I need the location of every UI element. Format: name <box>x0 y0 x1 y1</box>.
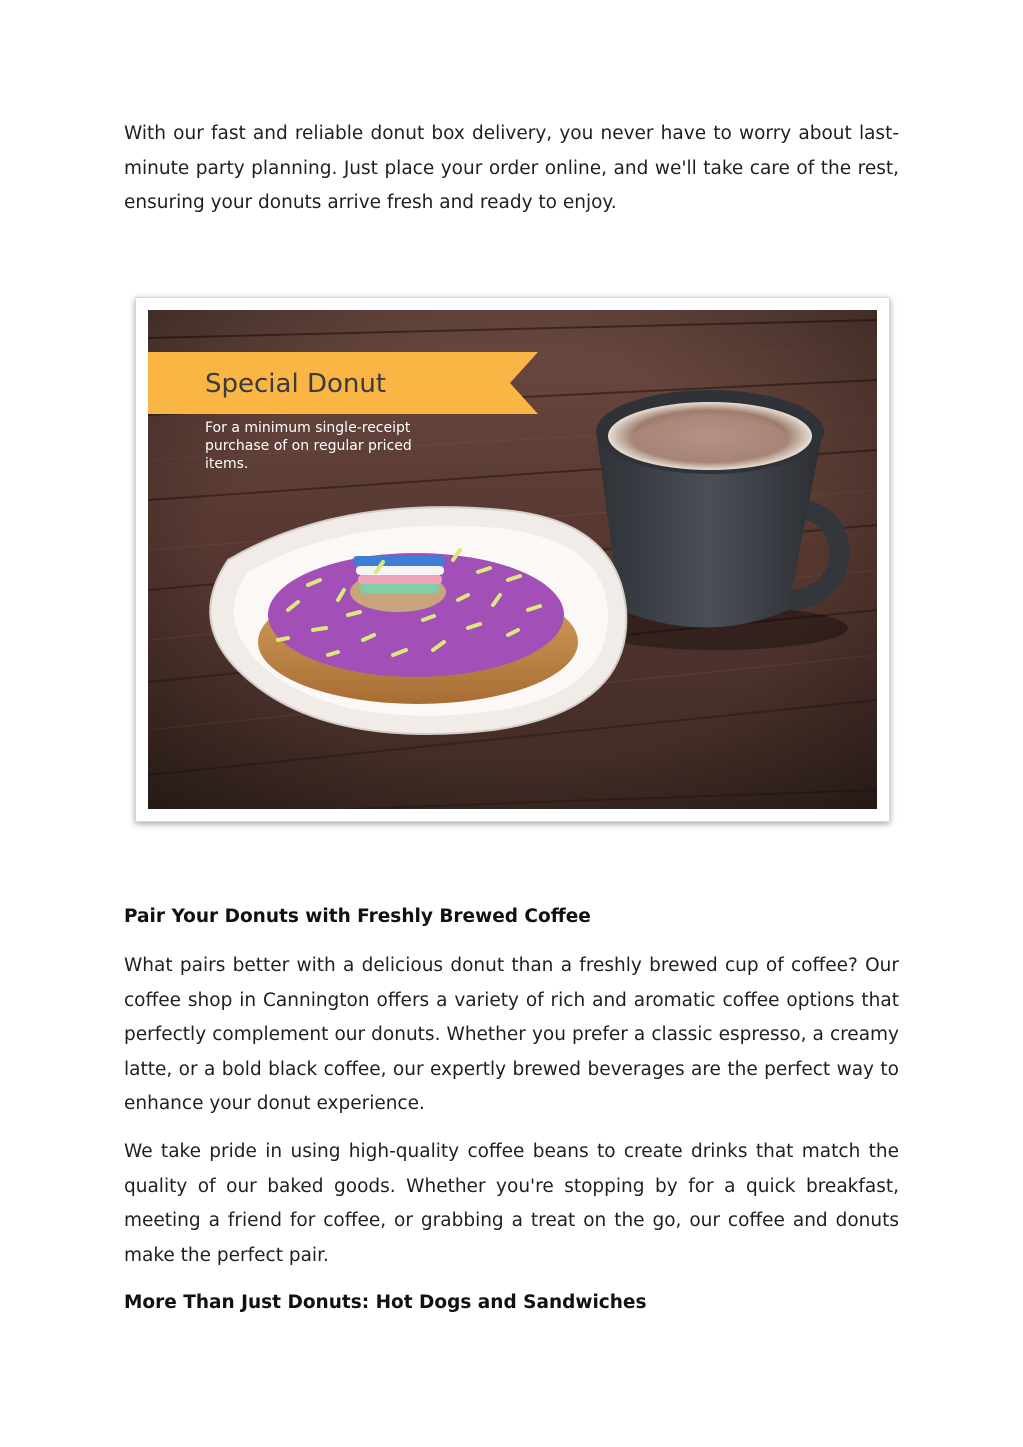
more-section-heading: More Than Just Donuts: Hot Dogs and Sandwiches <box>124 1292 647 1313</box>
promo-photo <box>148 310 877 809</box>
banner-caption-line-1: For a minimum single-receipt <box>205 420 411 436</box>
banner-title: Special Donut <box>205 369 387 399</box>
coffee-paragraph-1: What pairs better with a delicious donut than a freshly brewed cup of coffee? Our coffee shop in Cannington offers a variety of rich and aromatic coffee options that perfectly complement our donuts. Whether you prefer a classic espresso, a creamy latte, or a bold black coffee, our expertly brewed beverages are the perfect way to enhance your donut experience. <box>124 955 899 1114</box>
special-donut-image <box>135 297 890 822</box>
intro-paragraph: With our fast and reliable donut box delivery, you never have to worry about last-minute party planning. Just place your order online, and we'll take care of the rest, ensuring your donuts arrive fresh and ready to enjoy. <box>124 123 899 213</box>
coffee-section-heading: Pair Your Donuts with Freshly Brewed Coffee <box>124 906 591 927</box>
banner-caption-line-2: purchase of on regular priced <box>205 438 412 454</box>
banner-caption-line-3: items. <box>205 456 249 472</box>
rainbow-candy <box>353 556 445 566</box>
coffee-paragraph-2: We take pride in using high-quality coffee beans to create drinks that match the quality of our baked goods. Whether you're stopping by for a quick breakfast, meeting a friend for coffee, or grabbing a treat on the go, our coffee and donuts make the perfect pair. <box>124 1141 899 1266</box>
